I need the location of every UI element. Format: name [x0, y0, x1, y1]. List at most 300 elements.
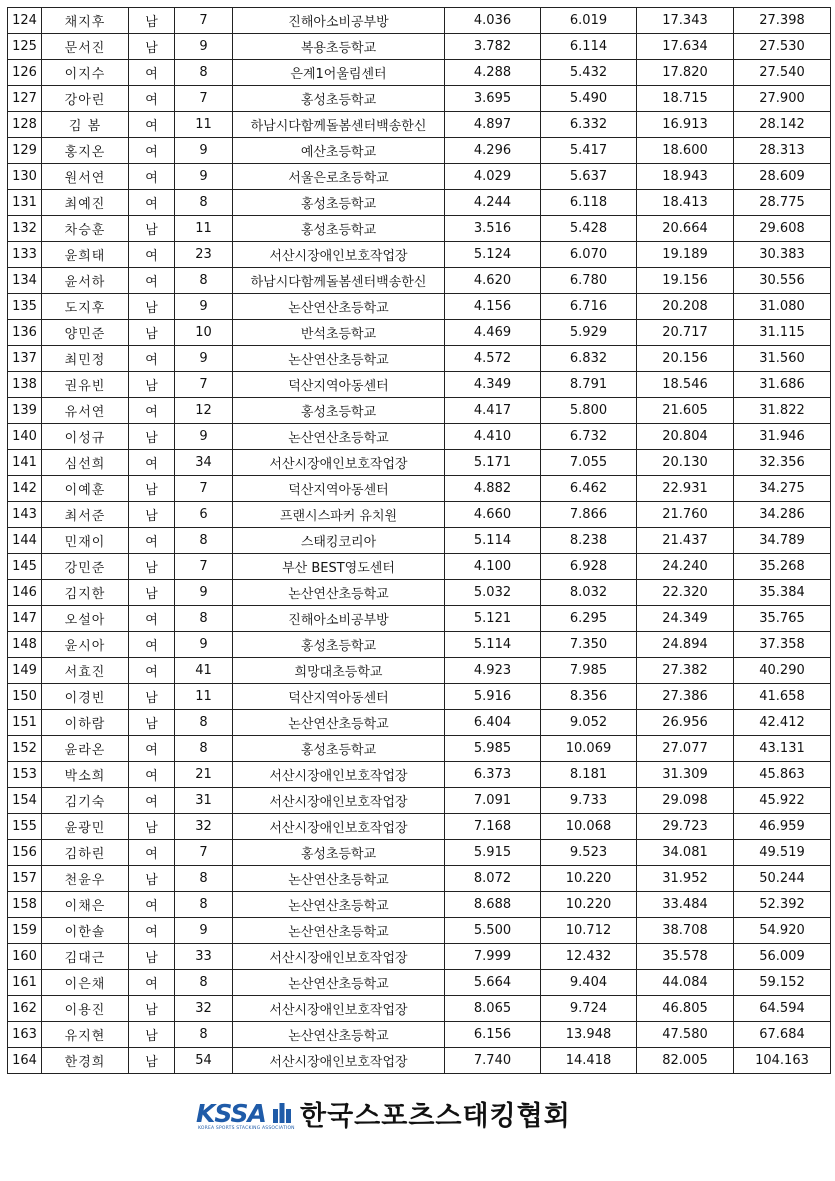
- name-cell: 원서연: [42, 164, 129, 190]
- table-row: [8, 632, 831, 658]
- name-cell: 문서진: [42, 34, 129, 60]
- table-row: [8, 944, 831, 970]
- record-1-cell: 5.032: [445, 580, 541, 606]
- record-1-cell: 8.688: [445, 892, 541, 918]
- age-cell: 9: [175, 580, 233, 606]
- total-cell: 28.313: [734, 138, 831, 164]
- rank-cell: 130: [8, 164, 42, 190]
- affiliation-cell: 서산시장애인보호작업장: [233, 450, 445, 476]
- age-cell: 54: [175, 1048, 233, 1074]
- age-cell: 10: [175, 320, 233, 346]
- total-cell: 50.244: [734, 866, 831, 892]
- record-2-cell: 6.716: [541, 294, 637, 320]
- record-2-cell: 13.948: [541, 1022, 637, 1048]
- table-row: [8, 606, 831, 632]
- affiliation-cell: 덕산지역아동센터: [233, 684, 445, 710]
- total-cell: 37.358: [734, 632, 831, 658]
- rank-cell: 140: [8, 424, 42, 450]
- age-cell: 11: [175, 112, 233, 138]
- total-cell: 31.822: [734, 398, 831, 424]
- total-cell: 27.530: [734, 34, 831, 60]
- affiliation-cell: 은계1어울림센터: [233, 60, 445, 86]
- record-1-cell: 8.065: [445, 996, 541, 1022]
- record-2-cell: 5.417: [541, 138, 637, 164]
- record-3-cell: 27.077: [637, 736, 734, 762]
- name-cell: 유서연: [42, 398, 129, 424]
- record-2-cell: 5.929: [541, 320, 637, 346]
- affiliation-cell: 홍성초등학교: [233, 216, 445, 242]
- rank-cell: 124: [8, 8, 42, 34]
- affiliation-cell: 홍성초등학교: [233, 398, 445, 424]
- record-1-cell: 7.091: [445, 788, 541, 814]
- table-row: [8, 866, 831, 892]
- age-cell: 23: [175, 242, 233, 268]
- gender-cell: 여: [129, 112, 175, 138]
- record-3-cell: 17.634: [637, 34, 734, 60]
- gender-cell: 여: [129, 398, 175, 424]
- gender-cell: 남: [129, 320, 175, 346]
- table-row: [8, 1022, 831, 1048]
- record-3-cell: 18.715: [637, 86, 734, 112]
- record-2-cell: 6.732: [541, 424, 637, 450]
- total-cell: 45.863: [734, 762, 831, 788]
- record-3-cell: 17.343: [637, 8, 734, 34]
- gender-cell: 여: [129, 528, 175, 554]
- gender-cell: 남: [129, 372, 175, 398]
- affiliation-cell: 복용초등학교: [233, 34, 445, 60]
- affiliation-cell: 진해아소비공부방: [233, 606, 445, 632]
- rank-cell: 143: [8, 502, 42, 528]
- record-1-cell: 5.500: [445, 918, 541, 944]
- record-2-cell: 7.055: [541, 450, 637, 476]
- gender-cell: 여: [129, 450, 175, 476]
- age-cell: 7: [175, 86, 233, 112]
- total-cell: 49.519: [734, 840, 831, 866]
- rank-cell: 164: [8, 1048, 42, 1074]
- name-cell: 채지후: [42, 8, 129, 34]
- age-cell: 7: [175, 476, 233, 502]
- affiliation-cell: 홍성초등학교: [233, 86, 445, 112]
- affiliation-cell: 논산연산초등학교: [233, 346, 445, 372]
- gender-cell: 여: [129, 242, 175, 268]
- record-3-cell: 18.413: [637, 190, 734, 216]
- gender-cell: 여: [129, 840, 175, 866]
- record-2-cell: 10.220: [541, 892, 637, 918]
- affiliation-cell: 프랜시스파커 유치원: [233, 502, 445, 528]
- record-1-cell: 7.168: [445, 814, 541, 840]
- age-cell: 34: [175, 450, 233, 476]
- name-cell: 민재이: [42, 528, 129, 554]
- table-row: [8, 346, 831, 372]
- total-cell: 27.900: [734, 86, 831, 112]
- record-1-cell: 7.999: [445, 944, 541, 970]
- results-table: [7, 7, 831, 1074]
- table-row: [8, 502, 831, 528]
- affiliation-cell: 서산시장애인보호작업장: [233, 944, 445, 970]
- record-2-cell: 5.490: [541, 86, 637, 112]
- record-1-cell: 4.417: [445, 398, 541, 424]
- name-cell: 김지한: [42, 580, 129, 606]
- table-row: [8, 294, 831, 320]
- age-cell: 9: [175, 346, 233, 372]
- gender-cell: 여: [129, 346, 175, 372]
- record-2-cell: 5.800: [541, 398, 637, 424]
- record-3-cell: 22.931: [637, 476, 734, 502]
- record-2-cell: 6.019: [541, 8, 637, 34]
- gender-cell: 남: [129, 424, 175, 450]
- age-cell: 8: [175, 190, 233, 216]
- record-2-cell: 7.350: [541, 632, 637, 658]
- table-row: [8, 918, 831, 944]
- affiliation-cell: 하남시다함께돌봄센터백송한신: [233, 112, 445, 138]
- total-cell: 34.275: [734, 476, 831, 502]
- record-2-cell: 6.070: [541, 242, 637, 268]
- record-3-cell: 20.717: [637, 320, 734, 346]
- age-cell: 9: [175, 424, 233, 450]
- rank-cell: 156: [8, 840, 42, 866]
- record-1-cell: 4.349: [445, 372, 541, 398]
- age-cell: 6: [175, 502, 233, 528]
- record-3-cell: 20.156: [637, 346, 734, 372]
- record-3-cell: 82.005: [637, 1048, 734, 1074]
- table-row: [8, 86, 831, 112]
- rank-cell: 126: [8, 60, 42, 86]
- record-2-cell: 10.068: [541, 814, 637, 840]
- record-3-cell: 31.309: [637, 762, 734, 788]
- total-cell: 28.775: [734, 190, 831, 216]
- name-cell: 윤광민: [42, 814, 129, 840]
- age-cell: 8: [175, 60, 233, 86]
- affiliation-cell: 논산연산초등학교: [233, 710, 445, 736]
- name-cell: 심선희: [42, 450, 129, 476]
- stacked-cups-icon: [272, 1101, 292, 1123]
- table-row: [8, 788, 831, 814]
- table-row: [8, 528, 831, 554]
- rank-cell: 129: [8, 138, 42, 164]
- record-2-cell: 5.432: [541, 60, 637, 86]
- record-3-cell: 18.943: [637, 164, 734, 190]
- gender-cell: 여: [129, 918, 175, 944]
- record-1-cell: 4.296: [445, 138, 541, 164]
- record-3-cell: 24.240: [637, 554, 734, 580]
- age-cell: 12: [175, 398, 233, 424]
- record-3-cell: 20.130: [637, 450, 734, 476]
- record-3-cell: 24.349: [637, 606, 734, 632]
- gender-cell: 남: [129, 1022, 175, 1048]
- name-cell: 도지후: [42, 294, 129, 320]
- rank-cell: 158: [8, 892, 42, 918]
- record-1-cell: 4.244: [445, 190, 541, 216]
- record-2-cell: 14.418: [541, 1048, 637, 1074]
- gender-cell: 여: [129, 970, 175, 996]
- age-cell: 8: [175, 606, 233, 632]
- total-cell: 27.398: [734, 8, 831, 34]
- gender-cell: 여: [129, 788, 175, 814]
- rank-cell: 145: [8, 554, 42, 580]
- affiliation-cell: 예산초등학교: [233, 138, 445, 164]
- table-row: [8, 320, 831, 346]
- record-1-cell: 4.156: [445, 294, 541, 320]
- record-3-cell: 38.708: [637, 918, 734, 944]
- gender-cell: 남: [129, 554, 175, 580]
- record-3-cell: 21.437: [637, 528, 734, 554]
- rank-cell: 151: [8, 710, 42, 736]
- table-row: [8, 476, 831, 502]
- table-row: [8, 216, 831, 242]
- total-cell: 31.560: [734, 346, 831, 372]
- rank-cell: 139: [8, 398, 42, 424]
- record-3-cell: 33.484: [637, 892, 734, 918]
- gender-cell: 여: [129, 736, 175, 762]
- table-row: [8, 762, 831, 788]
- table-row: [8, 190, 831, 216]
- table-row: [8, 164, 831, 190]
- table-row: [8, 372, 831, 398]
- total-cell: 29.608: [734, 216, 831, 242]
- affiliation-cell: 희망대초등학교: [233, 658, 445, 684]
- total-cell: 30.556: [734, 268, 831, 294]
- record-2-cell: 12.432: [541, 944, 637, 970]
- footer: [196, 1096, 571, 1136]
- rank-cell: 157: [8, 866, 42, 892]
- rank-cell: 163: [8, 1022, 42, 1048]
- rank-cell: 133: [8, 242, 42, 268]
- age-cell: 8: [175, 892, 233, 918]
- record-2-cell: 6.832: [541, 346, 637, 372]
- kssa-logo: [196, 1097, 298, 1135]
- name-cell: 최예진: [42, 190, 129, 216]
- name-cell: 박소희: [42, 762, 129, 788]
- gender-cell: 여: [129, 164, 175, 190]
- record-3-cell: 29.098: [637, 788, 734, 814]
- total-cell: 54.920: [734, 918, 831, 944]
- name-cell: 김대근: [42, 944, 129, 970]
- record-1-cell: 6.373: [445, 762, 541, 788]
- name-cell: 한경희: [42, 1048, 129, 1074]
- rank-cell: 150: [8, 684, 42, 710]
- record-1-cell: 4.620: [445, 268, 541, 294]
- record-1-cell: 6.404: [445, 710, 541, 736]
- affiliation-cell: 논산연산초등학교: [233, 892, 445, 918]
- total-cell: 31.686: [734, 372, 831, 398]
- name-cell: 이경빈: [42, 684, 129, 710]
- table-row: [8, 138, 831, 164]
- record-1-cell: 5.114: [445, 528, 541, 554]
- gender-cell: 여: [129, 632, 175, 658]
- name-cell: 홍지온: [42, 138, 129, 164]
- age-cell: 8: [175, 970, 233, 996]
- name-cell: 유지현: [42, 1022, 129, 1048]
- record-2-cell: 5.637: [541, 164, 637, 190]
- record-1-cell: 3.782: [445, 34, 541, 60]
- total-cell: 56.009: [734, 944, 831, 970]
- table-row: [8, 450, 831, 476]
- age-cell: 32: [175, 814, 233, 840]
- gender-cell: 남: [129, 34, 175, 60]
- affiliation-cell: 논산연산초등학교: [233, 866, 445, 892]
- gender-cell: 여: [129, 86, 175, 112]
- age-cell: 7: [175, 840, 233, 866]
- affiliation-cell: 논산연산초등학교: [233, 1022, 445, 1048]
- affiliation-cell: 서산시장애인보호작업장: [233, 788, 445, 814]
- rank-cell: 141: [8, 450, 42, 476]
- name-cell: 윤서하: [42, 268, 129, 294]
- gender-cell: 여: [129, 762, 175, 788]
- total-cell: 59.152: [734, 970, 831, 996]
- total-cell: 42.412: [734, 710, 831, 736]
- record-1-cell: 4.923: [445, 658, 541, 684]
- affiliation-cell: 논산연산초등학교: [233, 424, 445, 450]
- table-row: [8, 424, 831, 450]
- record-1-cell: 5.915: [445, 840, 541, 866]
- affiliation-cell: 논산연산초등학교: [233, 580, 445, 606]
- record-1-cell: 4.882: [445, 476, 541, 502]
- gender-cell: 여: [129, 606, 175, 632]
- affiliation-cell: 홍성초등학교: [233, 736, 445, 762]
- record-2-cell: 9.052: [541, 710, 637, 736]
- record-2-cell: 6.928: [541, 554, 637, 580]
- name-cell: 김하린: [42, 840, 129, 866]
- record-3-cell: 47.580: [637, 1022, 734, 1048]
- age-cell: 21: [175, 762, 233, 788]
- gender-cell: 남: [129, 8, 175, 34]
- rank-cell: 162: [8, 996, 42, 1022]
- affiliation-cell: 논산연산초등학교: [233, 294, 445, 320]
- name-cell: 이성규: [42, 424, 129, 450]
- gender-cell: 여: [129, 138, 175, 164]
- record-3-cell: 27.382: [637, 658, 734, 684]
- gender-cell: 남: [129, 502, 175, 528]
- results-table-body: [8, 8, 831, 1074]
- rank-cell: 146: [8, 580, 42, 606]
- table-row: [8, 658, 831, 684]
- name-cell: 이채은: [42, 892, 129, 918]
- record-2-cell: 5.428: [541, 216, 637, 242]
- gender-cell: 여: [129, 60, 175, 86]
- affiliation-cell: 하남시다함께돌봄센터백송한신: [233, 268, 445, 294]
- total-cell: 28.609: [734, 164, 831, 190]
- gender-cell: 남: [129, 216, 175, 242]
- record-3-cell: 21.760: [637, 502, 734, 528]
- name-cell: 오설아: [42, 606, 129, 632]
- table-row: [8, 554, 831, 580]
- record-3-cell: 26.956: [637, 710, 734, 736]
- record-2-cell: 9.733: [541, 788, 637, 814]
- total-cell: 46.959: [734, 814, 831, 840]
- total-cell: 34.286: [734, 502, 831, 528]
- gender-cell: 남: [129, 1048, 175, 1074]
- affiliation-cell: 홍성초등학교: [233, 632, 445, 658]
- gender-cell: 남: [129, 684, 175, 710]
- rank-cell: 147: [8, 606, 42, 632]
- record-2-cell: 8.356: [541, 684, 637, 710]
- record-1-cell: 4.036: [445, 8, 541, 34]
- table-row: [8, 996, 831, 1022]
- total-cell: 30.383: [734, 242, 831, 268]
- name-cell: 최민정: [42, 346, 129, 372]
- record-1-cell: 5.121: [445, 606, 541, 632]
- record-1-cell: 3.695: [445, 86, 541, 112]
- name-cell: 최서준: [42, 502, 129, 528]
- affiliation-cell: 진해아소비공부방: [233, 8, 445, 34]
- age-cell: 11: [175, 684, 233, 710]
- rank-cell: 127: [8, 86, 42, 112]
- table-row: [8, 1048, 831, 1074]
- age-cell: 9: [175, 632, 233, 658]
- age-cell: 9: [175, 294, 233, 320]
- record-3-cell: 35.578: [637, 944, 734, 970]
- record-2-cell: 8.032: [541, 580, 637, 606]
- age-cell: 31: [175, 788, 233, 814]
- logo-text: KSSA: [196, 1099, 266, 1128]
- name-cell: 이은채: [42, 970, 129, 996]
- gender-cell: 남: [129, 944, 175, 970]
- total-cell: 35.765: [734, 606, 831, 632]
- record-2-cell: 10.712: [541, 918, 637, 944]
- rank-cell: 155: [8, 814, 42, 840]
- affiliation-cell: 부산 BEST영도센터: [233, 554, 445, 580]
- gender-cell: 남: [129, 476, 175, 502]
- table-row: [8, 268, 831, 294]
- age-cell: 8: [175, 736, 233, 762]
- table-row: [8, 398, 831, 424]
- affiliation-cell: 덕산지역아동센터: [233, 372, 445, 398]
- table-row: [8, 840, 831, 866]
- record-3-cell: 20.664: [637, 216, 734, 242]
- name-cell: 강아린: [42, 86, 129, 112]
- record-1-cell: 4.288: [445, 60, 541, 86]
- rank-cell: 161: [8, 970, 42, 996]
- record-2-cell: 6.295: [541, 606, 637, 632]
- age-cell: 9: [175, 164, 233, 190]
- rank-cell: 149: [8, 658, 42, 684]
- table-row: [8, 710, 831, 736]
- record-2-cell: 6.462: [541, 476, 637, 502]
- affiliation-cell: 서산시장애인보호작업장: [233, 1048, 445, 1074]
- total-cell: 45.922: [734, 788, 831, 814]
- rank-cell: 128: [8, 112, 42, 138]
- record-1-cell: 4.572: [445, 346, 541, 372]
- affiliation-cell: 논산연산초등학교: [233, 918, 445, 944]
- age-cell: 8: [175, 528, 233, 554]
- rank-cell: 154: [8, 788, 42, 814]
- name-cell: 차승훈: [42, 216, 129, 242]
- record-1-cell: 5.916: [445, 684, 541, 710]
- name-cell: 윤시아: [42, 632, 129, 658]
- age-cell: 7: [175, 8, 233, 34]
- total-cell: 104.163: [734, 1048, 831, 1074]
- rank-cell: 159: [8, 918, 42, 944]
- gender-cell: 남: [129, 294, 175, 320]
- rank-cell: 152: [8, 736, 42, 762]
- affiliation-cell: 서산시장애인보호작업장: [233, 814, 445, 840]
- gender-cell: 여: [129, 892, 175, 918]
- age-cell: 8: [175, 710, 233, 736]
- record-3-cell: 17.820: [637, 60, 734, 86]
- rank-cell: 160: [8, 944, 42, 970]
- record-1-cell: 4.410: [445, 424, 541, 450]
- gender-cell: 여: [129, 190, 175, 216]
- total-cell: 43.131: [734, 736, 831, 762]
- table-row: [8, 8, 831, 34]
- gender-cell: 남: [129, 866, 175, 892]
- record-3-cell: 24.894: [637, 632, 734, 658]
- age-cell: 32: [175, 996, 233, 1022]
- rank-cell: 142: [8, 476, 42, 502]
- record-2-cell: 8.238: [541, 528, 637, 554]
- gender-cell: 남: [129, 814, 175, 840]
- total-cell: 35.384: [734, 580, 831, 606]
